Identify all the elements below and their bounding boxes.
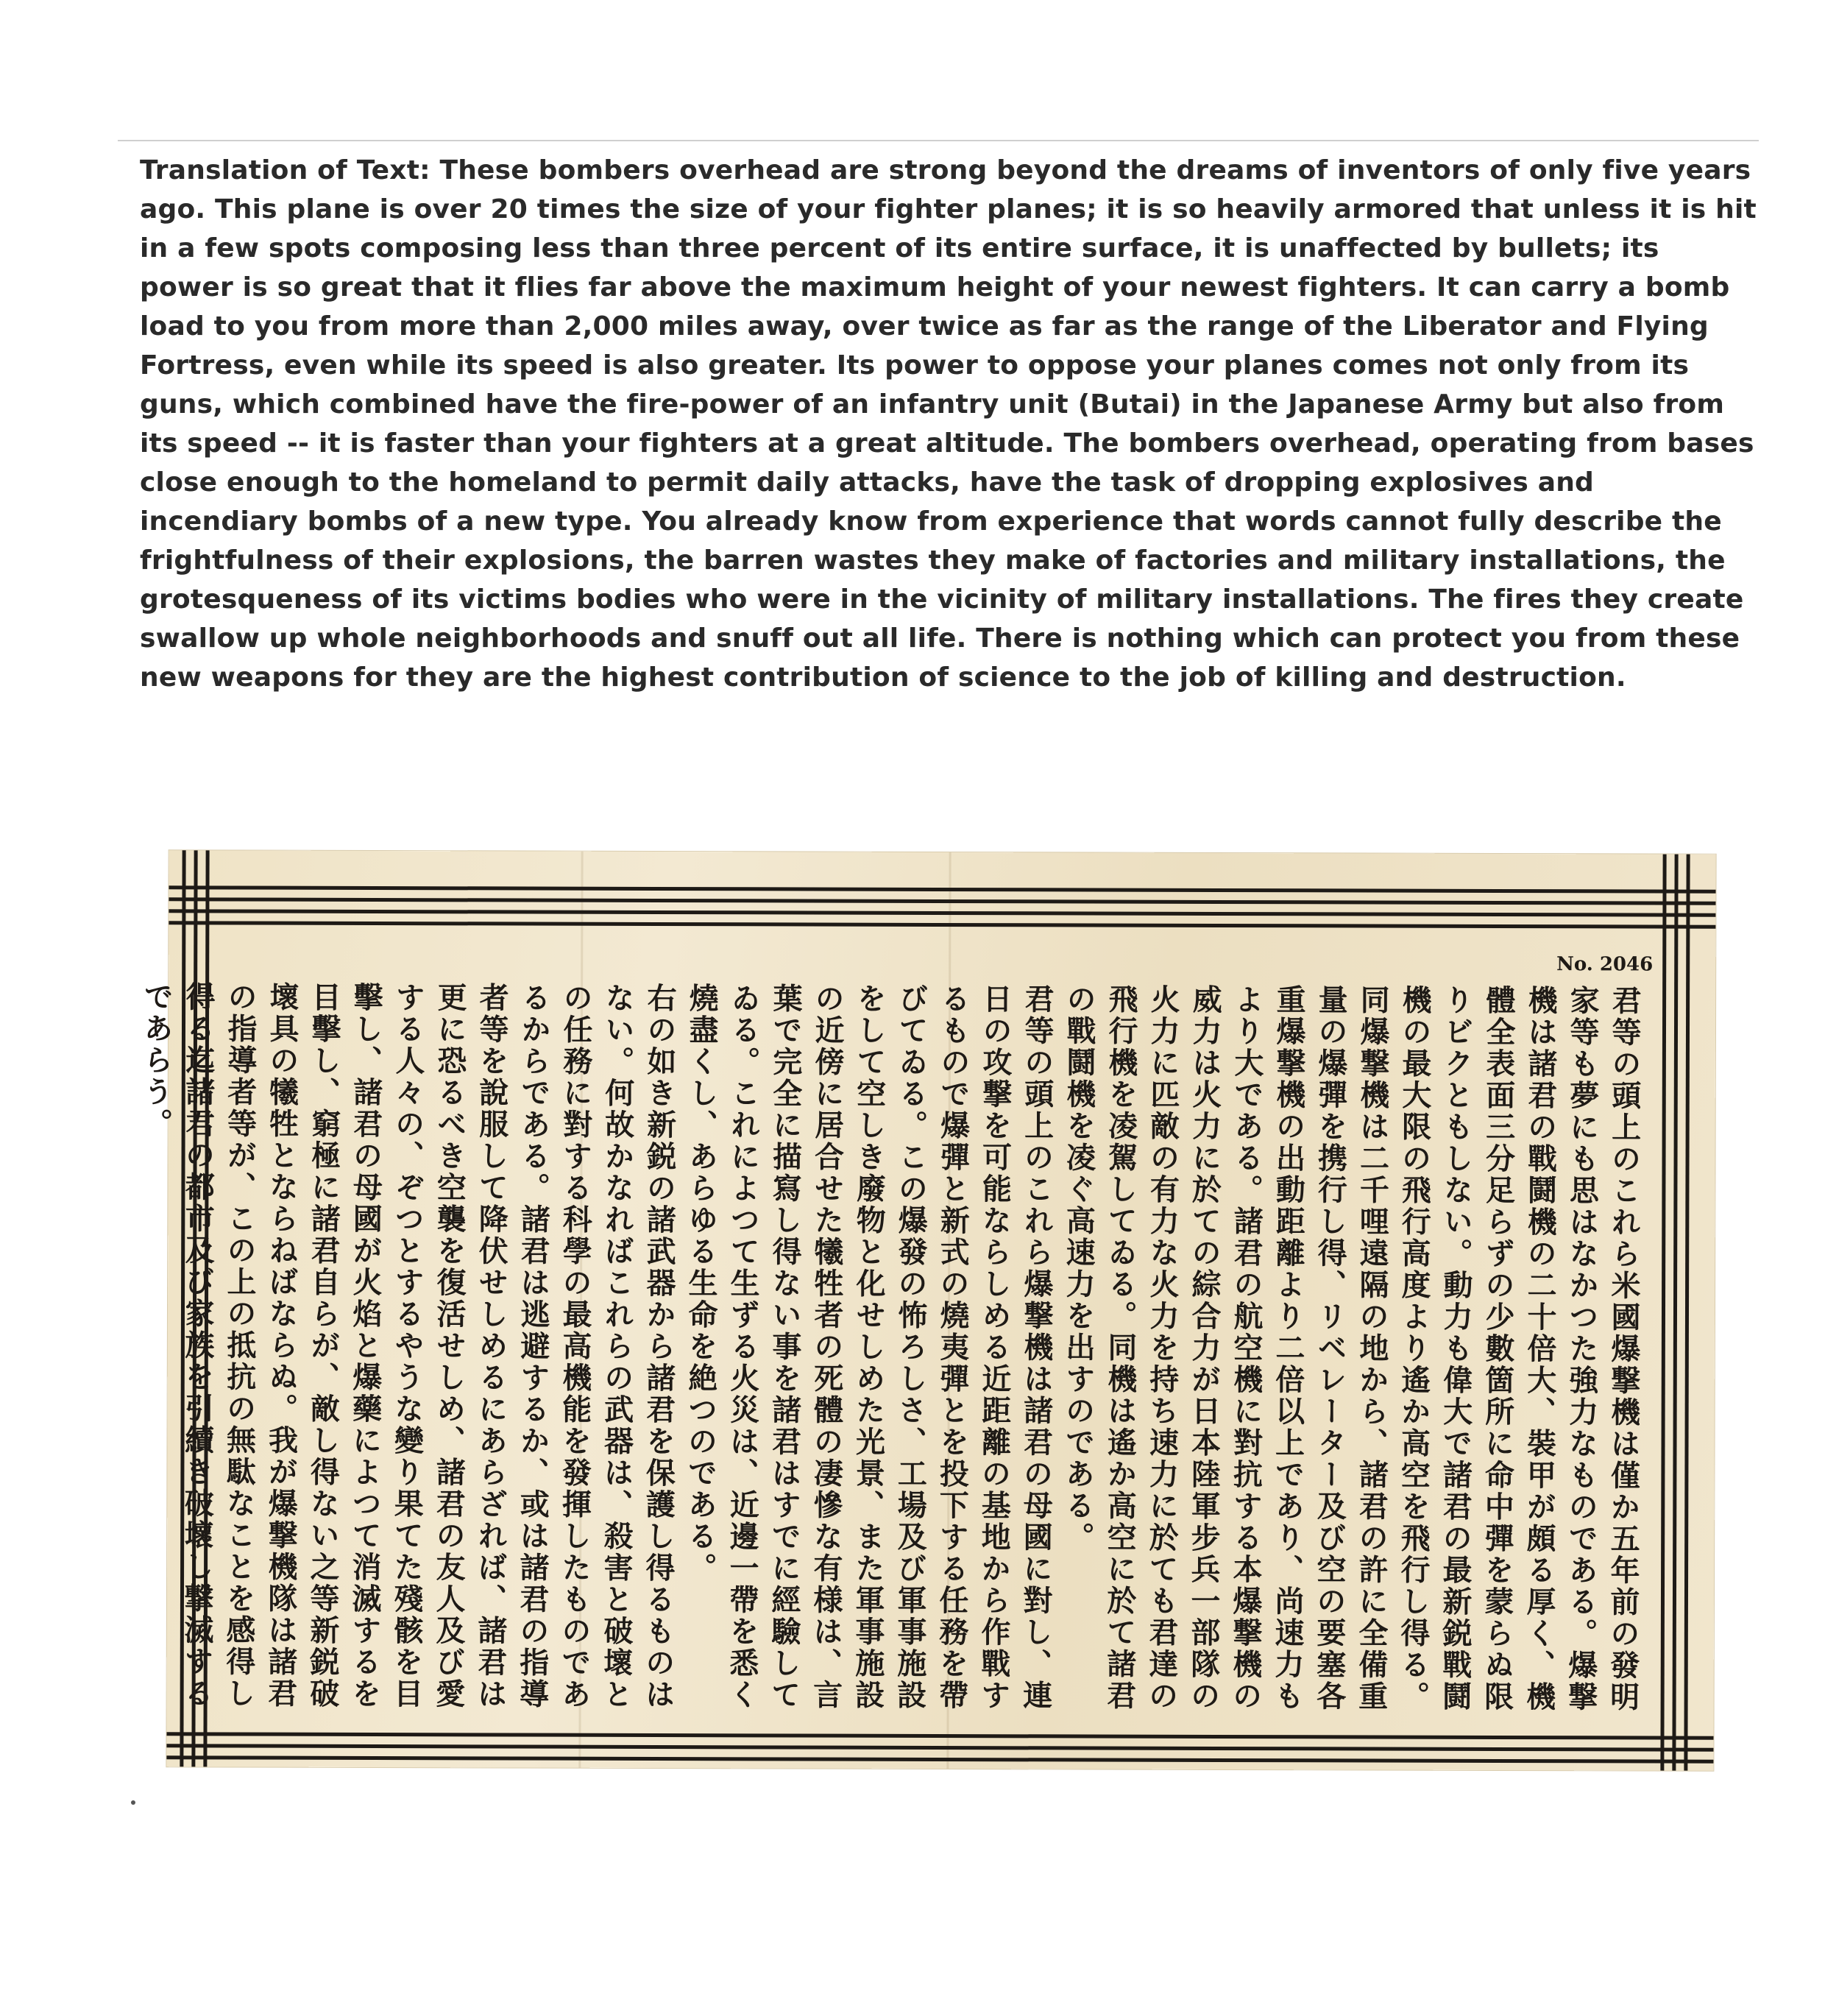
border-line-bottom (166, 1755, 1713, 1764)
leaflet-scan (138, 850, 1715, 1770)
border-line-bottom (166, 1744, 1713, 1752)
leaflet-japanese-text (138, 981, 1646, 1729)
leaflet-paragraph: 君等の頭上のこれら米國爆撃機は僅か五年前の發明家等も夢にも思はなかつた強力なものである。爆撃機は諸君の戰鬪機の二十倍大、裝甲が頗る厚く、機體全表面三分足らずの少數箇所に命中彈を蒙らぬ限りビクともしない。動力も偉大で諸君の最新鋭戰鬪機の最大限の飛行高度より遙か高空を飛行し得る。同爆撃機は二千哩遠隔の地から、諸君の許に全備重量の爆彈を携行し得、リベレーター及び空の要塞各重爆撃機の出動距離より二倍以上であり、尚速力もより大である。諸君の航空機に對抗する本爆撃機の威力は火力に於ての綜合力が日本陸軍步兵一部隊の火力に匹敵の有力な火力を持ち速力に於ても君達の飛行機を凌駕してゐる。同機は遙か高空に於て諸君の戰鬪機を凌ぐ高速力を出すのである。 (1060, 983, 1642, 1713)
border-line-right (1660, 855, 1666, 1771)
scan-speck (131, 1800, 135, 1805)
border-line-top (169, 897, 1715, 905)
border-line-top (169, 885, 1715, 894)
border-line-top (169, 909, 1715, 917)
leaflet-paragraph: 君等の頭上のこれら爆撃機は諸君の母國に對し、連日の攻撃を可能ならしめる近距離の基地から作戰するもので爆彈と新式の燒夷彈とを投下する任務を帶びてゐる。この爆發の怖ろしさ、工場及び軍事施設をして空しき廢物と化せしめた光景、また軍事施設の近傍に居合せた犧牲者の死體の凄慘な有様は、言葉で完全に描寫し得ない事を諸君はすでに經驗してゐる。これによつて生ずる火災は、近邊一帶を悉く燒盡くし、あらゆる生命を絶つのである。 (683, 983, 1055, 1712)
leaflet-paragraph: 右の如き新鋭の諸武器から諸君を保護し得るものはない。何故かなればこれらの武器は、殺害と破壞との任務に對する科學の最高機能を發揮したものであるからである。諸君は逃避するか、或は諸君の指導者等を說服して降伏せしめるにあらざれば、諸君は更に恐るべき空襲を復活せしめ、諸君の友人及び愛する人々の、ぞつとするやうな變り果てた殘骸を目擊し、諸君の母國が火焰と爆藥によつて消滅するを目擊し、窮極に諸君自らが、敵し得ない之等新鋭破壞具の犧牲とならねばならぬ。我が爆撃機隊は諸君の指導者等が、この上の抵抗の無駄なことを感得し得る迄諸君の都市及び家族を引續き破壞し撃滅するであらう。 (138, 981, 678, 1711)
border-line-right (1684, 855, 1690, 1771)
leaflet-number: No. 2046 (1556, 953, 1654, 976)
border-line-bottom (166, 1732, 1713, 1740)
border-line-top (169, 921, 1715, 929)
translation-text: Translation of Text: These bombers overhead are strong beyond the dreams of inventors of only five years ago. This plane is over 20 times the size of your fighter planes; it is so heavily armored that unless it is hit in a few spots composing less than three percent of its entire surface, it is unaffected by bullets; its power is so great that it flies far above the maximum height of your newest fighters. It can carry a bomb load to you from more than 2,000 miles away, over twice as far as the range of the Liberator and Flying Fortress, even while its speed is also greater. Its power to oppose your planes comes not only from its guns, which combined have the fire-power of an infantry unit (Butai) in the Japanese Army but also from its speed -- it is faster than your fighters at a great altitude. The bombers overhead, operating from bases close enough to the homeland to permit daily attacks, have the task of dropping explosives and incendiary bombs of a new type. You already know from experience that words cannot fully describe the frightfulness of their explosions, the barren wastes they make of factories and military installations, the grotesqueness of its victims bodies who were in the vicinity of military installations. The fires they create swallow up whole neighborhoods and snuff out all life. There is nothing which can protect you from these new weapons for they are the highest contribution of science to the job of killing and destruction. (140, 155, 1757, 693)
border-line-right (1672, 855, 1678, 1771)
top-rule (118, 140, 1759, 141)
